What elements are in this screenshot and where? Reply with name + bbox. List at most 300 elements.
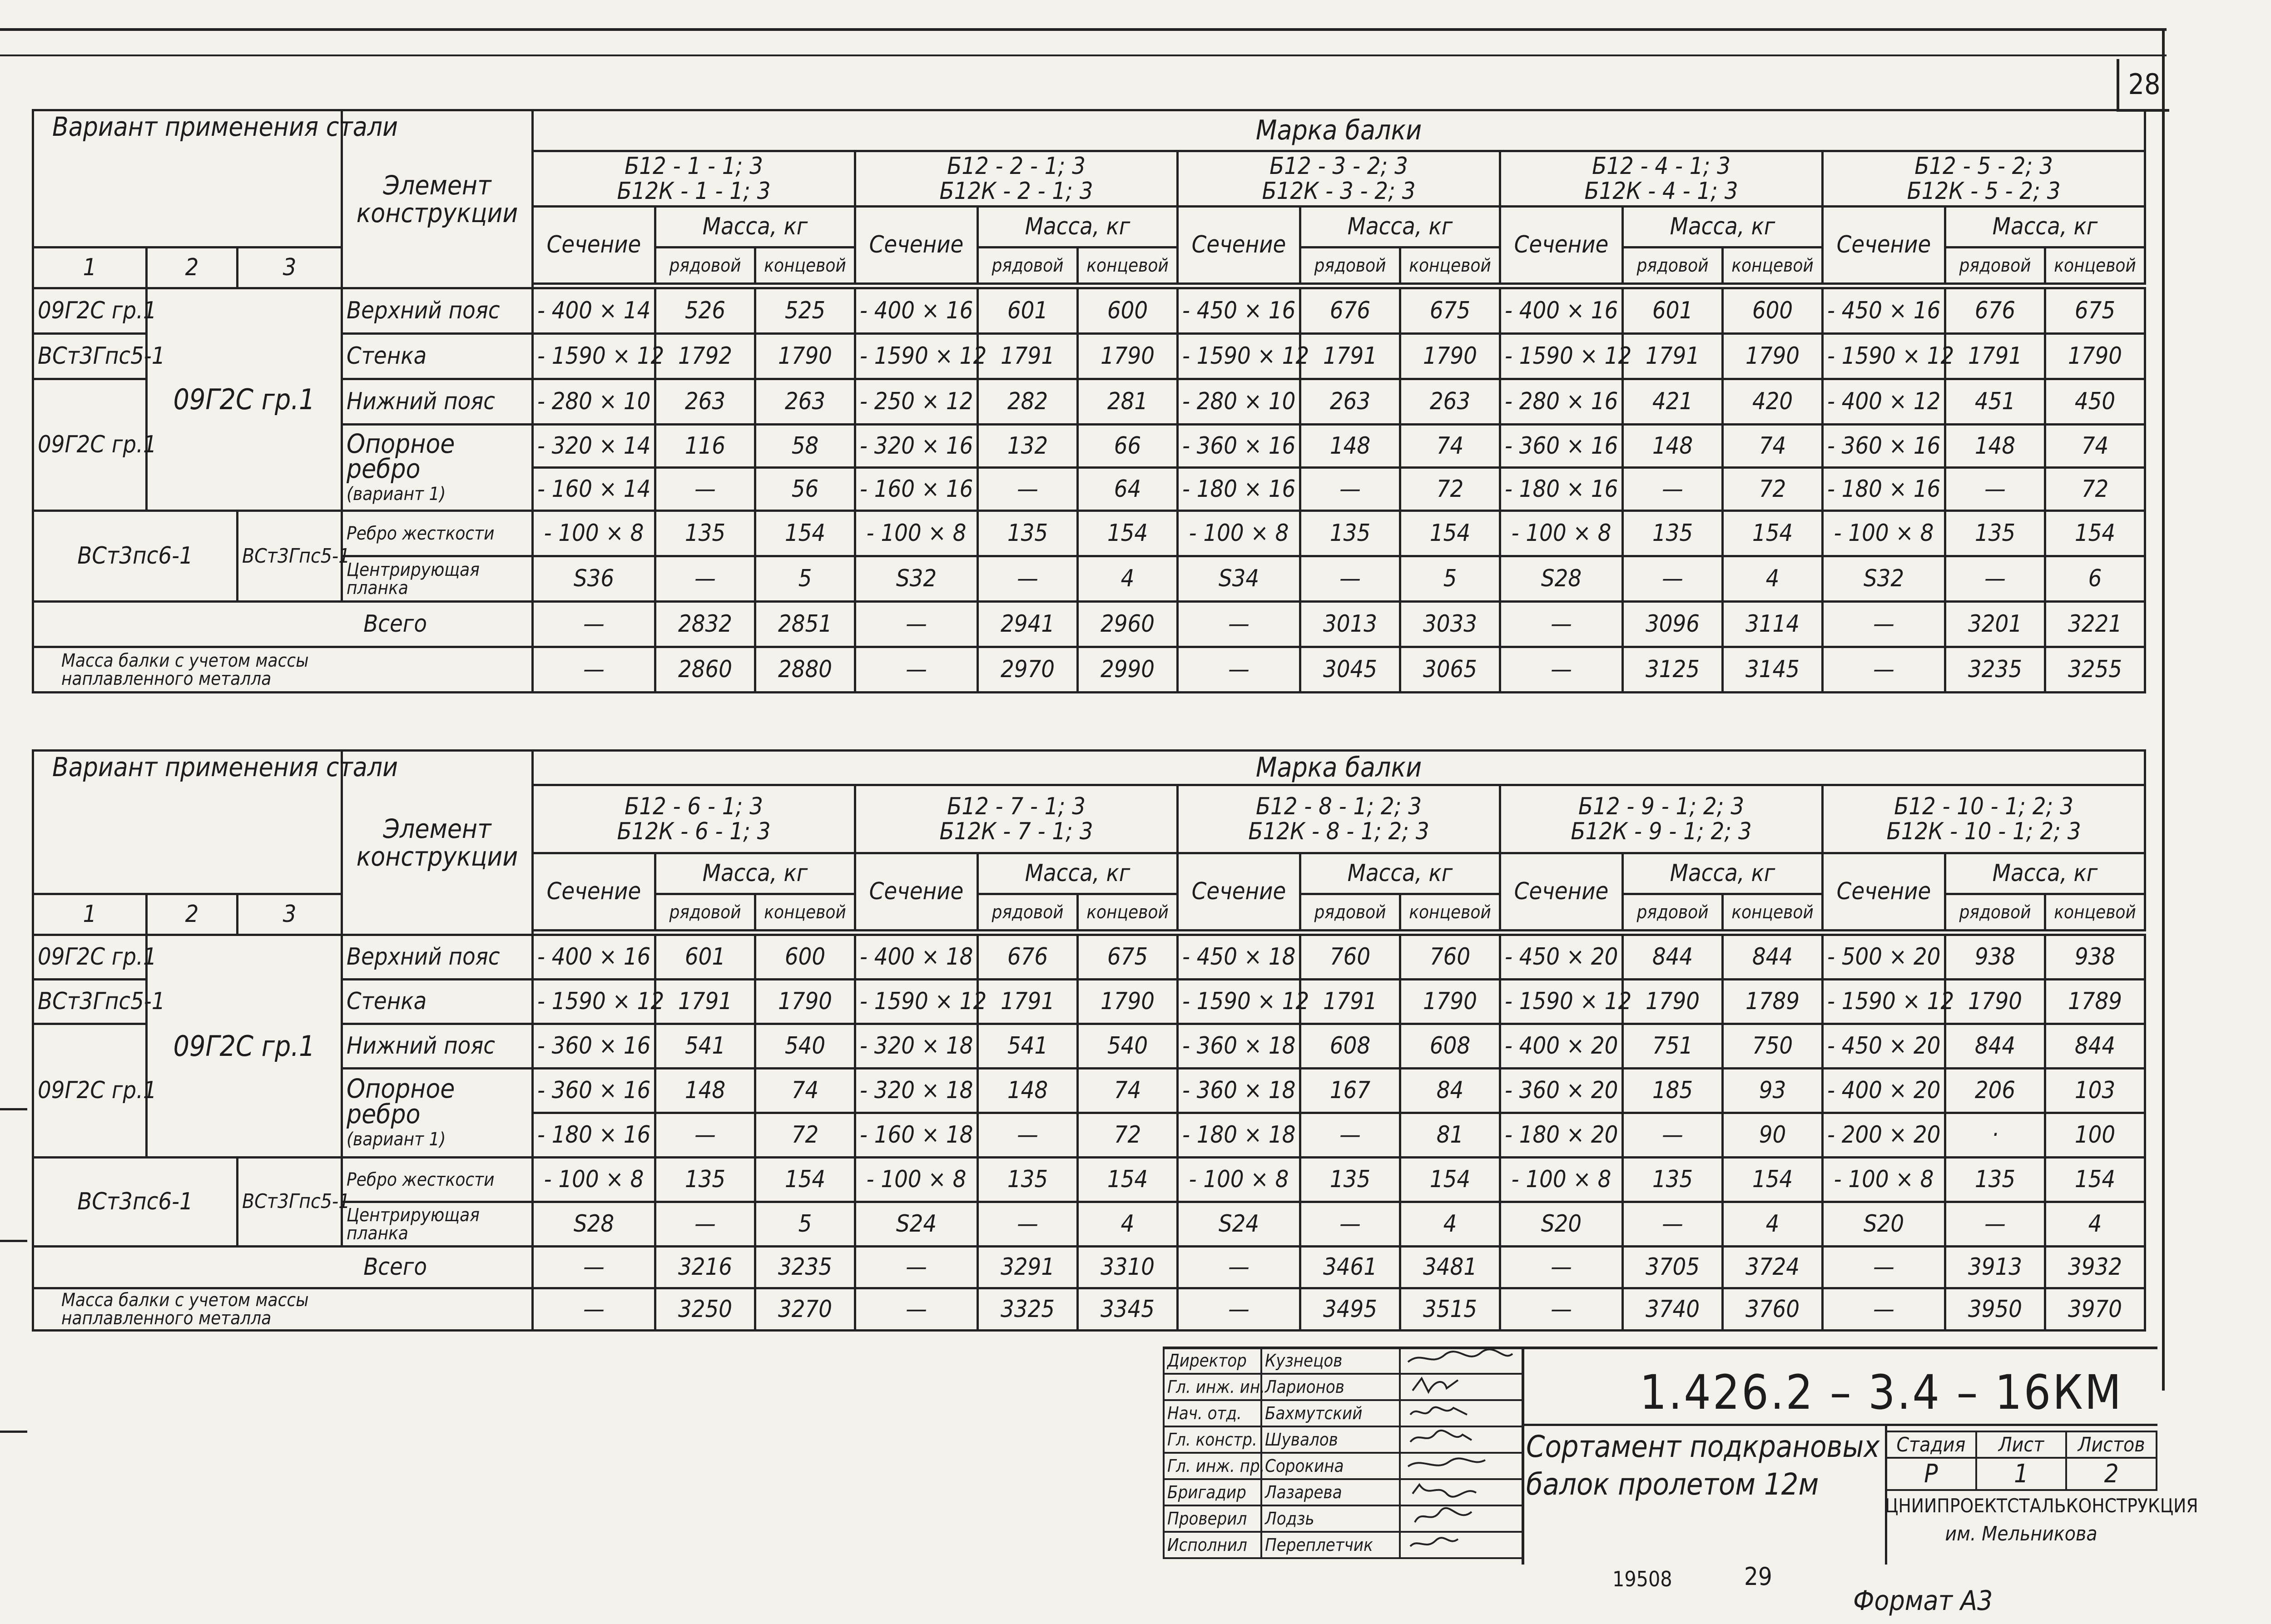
steel-cell: ВСт3Гпс5-1 — [33, 334, 147, 379]
mass-cell: 2970 — [978, 647, 1078, 693]
weld-mass-label: Масса балки с учетом массы наплавленного металла — [33, 1288, 533, 1331]
section-cell: S24 — [1178, 1202, 1300, 1247]
mass-header: Масса, кг — [655, 853, 855, 894]
mass-header: Масса, кг — [1945, 207, 2145, 248]
stage-value: Р — [1886, 1458, 1976, 1490]
mass-cell: 74 — [1400, 425, 1500, 468]
end-mass-header: концевой — [1723, 894, 1823, 931]
mass-cell: 450 — [2045, 379, 2145, 425]
table-row — [33, 288, 2158, 334]
staff-table — [1163, 1347, 1523, 1559]
mass-cell: — — [1300, 1113, 1400, 1158]
mass-cell: 600 — [755, 935, 855, 980]
mass-cell: 3013 — [1300, 602, 1400, 647]
element-name: Верхний пояс — [342, 288, 533, 334]
mass-cell: 1790 — [1078, 334, 1178, 379]
variant-col-3: 3 — [238, 894, 342, 935]
mass-cell: 3950 — [1945, 1288, 2045, 1331]
weld-mass-label: Масса балки с учетом массы наплавленного металла — [33, 647, 533, 693]
staff-row — [1164, 1505, 1522, 1532]
mark-header: Марка балки — [533, 751, 2145, 785]
mass-cell: 601 — [978, 288, 1078, 334]
section-cell: - 400 × 12 — [1823, 379, 1945, 425]
mass-cell: 154 — [1400, 1158, 1500, 1202]
footer-number: 29 — [1744, 1562, 1772, 1591]
steel-cell: ВСт3Гпс5-1 — [33, 980, 147, 1024]
mass-cell: 4 — [1078, 556, 1178, 602]
section-cell: - 320 × 14 — [533, 425, 655, 468]
mass-cell: 5 — [755, 556, 855, 602]
mass-cell: 1791 — [978, 334, 1078, 379]
document-title: Сортамент подкрановых балок пролетом 12м — [1526, 1429, 1880, 1502]
support-rib-variant: (вариант 1) — [347, 484, 446, 505]
section-cell: - 100 × 8 — [1823, 511, 1945, 556]
mass-cell: 148 — [1623, 425, 1723, 468]
mass-cell: 608 — [1300, 1024, 1400, 1069]
section-cell: — — [1178, 602, 1300, 647]
mass-cell: 675 — [1400, 288, 1500, 334]
end-mass-header: концевой — [1723, 248, 1823, 284]
row-mass-header: рядовой — [1945, 894, 2045, 931]
mass-cell: 72 — [1400, 468, 1500, 511]
row-mass-header: рядовой — [655, 894, 755, 931]
section-cell: — — [1823, 602, 1945, 647]
staff-name: Сорокина — [1261, 1453, 1400, 1479]
steel-cell: 09Г2С гр.1 — [33, 935, 147, 980]
mass-cell: 154 — [1400, 511, 1500, 556]
table-row — [33, 602, 2158, 647]
beam-mark: Б12 - 1 - 1; 3 Б12К - 1 - 1; 3 — [533, 151, 855, 207]
mass-cell: 3705 — [1623, 1247, 1723, 1288]
mass-cell: 167 — [1300, 1069, 1400, 1113]
section-cell: - 1590 × 12 — [1500, 980, 1623, 1024]
mass-cell: 676 — [978, 935, 1078, 980]
mass-cell: 154 — [1723, 511, 1823, 556]
steel-cell: 09Г2С гр.1 — [147, 935, 342, 1158]
staff-row — [1164, 1374, 1522, 1400]
mass-cell: 263 — [1300, 379, 1400, 425]
signature — [1400, 1505, 1522, 1532]
row-mass-header: рядовой — [978, 248, 1078, 284]
mass-cell: 1790 — [1623, 980, 1723, 1024]
sheets-value: 2 — [2066, 1458, 2157, 1490]
mass-cell: 750 — [1723, 1024, 1823, 1069]
mass-cell: 103 — [2045, 1069, 2145, 1113]
staff-role: Директор — [1164, 1347, 1261, 1374]
steel-cell: ВСт3пс6-1 — [33, 511, 238, 602]
mass-cell: 541 — [655, 1024, 755, 1069]
row-mass-header: рядовой — [1300, 894, 1400, 931]
mass-cell: 3495 — [1300, 1288, 1400, 1331]
element-name — [342, 425, 533, 511]
mass-cell: 1791 — [1300, 980, 1400, 1024]
mass-cell: 540 — [1078, 1024, 1178, 1069]
section-cell: S28 — [1500, 556, 1623, 602]
mass-cell: 154 — [2045, 1158, 2145, 1202]
support-rib-variant: (вариант 1) — [347, 1129, 446, 1150]
section-cell: - 450 × 20 — [1823, 1024, 1945, 1069]
mass-cell: 263 — [655, 379, 755, 425]
variant-header: Вариант применения стали — [33, 751, 342, 894]
mass-cell: 2990 — [1078, 647, 1178, 693]
steel-cell: 09Г2С гр.1 — [33, 288, 147, 334]
mass-cell: 601 — [1623, 288, 1723, 334]
mass-cell: 154 — [1723, 1158, 1823, 1202]
end-mass-header: концевой — [2045, 248, 2145, 284]
element-name: Нижний пояс — [342, 379, 533, 425]
section-cell: - 180 × 18 — [1178, 1113, 1300, 1158]
mass-cell: 72 — [755, 1113, 855, 1158]
element-name: Нижний пояс — [342, 1024, 533, 1069]
element-name: Центрирующая планка — [342, 556, 533, 602]
section-cell: — — [1178, 647, 1300, 693]
section-cell: - 320 × 18 — [855, 1069, 978, 1113]
steel-cell: 09Г2С гр.1 — [33, 1024, 147, 1158]
section-cell: — — [855, 1247, 978, 1288]
section-cell: - 180 × 16 — [1823, 468, 1945, 511]
mass-cell: 3065 — [1400, 647, 1500, 693]
end-mass-header: концевой — [755, 248, 855, 284]
staff-row — [1164, 1426, 1522, 1453]
mass-cell: 844 — [1623, 935, 1723, 980]
mass-cell: 90 — [1723, 1113, 1823, 1158]
section-cell: — — [1178, 1288, 1300, 1331]
staff-role: Нач. отд. — [1164, 1400, 1261, 1426]
staff-row — [1164, 1532, 1522, 1558]
row-mass-header: рядовой — [1945, 248, 2045, 284]
mass-cell: 4 — [2045, 1202, 2145, 1247]
section-cell: - 180 × 16 — [1500, 468, 1623, 511]
section-cell: — — [533, 602, 655, 647]
end-mass-header: концевой — [1400, 894, 1500, 931]
mass-cell: 3310 — [1078, 1247, 1178, 1288]
mass-cell: 1790 — [1400, 980, 1500, 1024]
table-row — [33, 1024, 2158, 1069]
section-header: Сечение — [533, 207, 655, 284]
section-cell: - 400 × 16 — [1500, 288, 1623, 334]
mass-cell: 3235 — [1945, 647, 2045, 693]
section-header: Сечение — [1178, 207, 1300, 284]
mass-cell: — — [978, 1113, 1078, 1158]
mass-cell: 1790 — [2045, 334, 2145, 379]
section-cell: - 250 × 12 — [855, 379, 978, 425]
mass-cell: 675 — [1078, 935, 1178, 980]
mass-cell: 3932 — [2045, 1247, 2145, 1288]
section-header: Сечение — [1500, 853, 1623, 931]
mass-cell: 540 — [755, 1024, 855, 1069]
signature — [1400, 1400, 1522, 1426]
mass-cell: 116 — [655, 425, 755, 468]
section-cell: — — [1823, 1288, 1945, 1331]
sheets-header: Листов — [2066, 1431, 2157, 1458]
title-block — [1163, 1347, 2198, 1565]
section-header: Сечение — [1823, 853, 1945, 931]
section-cell: S28 — [533, 1202, 655, 1247]
mass-cell: 760 — [1400, 935, 1500, 980]
mass-cell: 421 — [1623, 379, 1723, 425]
steel-cell: 09Г2С гр.1 — [147, 288, 342, 511]
mass-cell: 74 — [755, 1069, 855, 1113]
mass-cell: 3461 — [1300, 1247, 1400, 1288]
section-cell: S36 — [533, 556, 655, 602]
section-cell: — — [533, 647, 655, 693]
staff-role: Исполнил — [1164, 1532, 1261, 1558]
mass-cell: 1789 — [2045, 980, 2145, 1024]
section-cell: - 360 × 18 — [1178, 1024, 1300, 1069]
mass-cell: 154 — [1078, 511, 1178, 556]
staff-name: Ларионов — [1261, 1374, 1400, 1400]
mass-cell: 4 — [1723, 1202, 1823, 1247]
section-cell: - 320 × 16 — [855, 425, 978, 468]
mass-cell: — — [1945, 556, 2045, 602]
table-row — [33, 425, 2158, 468]
section-cell: - 160 × 16 — [855, 468, 978, 511]
section-cell: — — [855, 647, 978, 693]
paper-format: Формат А3 — [1853, 1585, 1993, 1617]
mass-cell: 74 — [1723, 425, 1823, 468]
mass-cell: 148 — [1300, 425, 1400, 468]
mass-cell: 3325 — [978, 1288, 1078, 1331]
mass-cell: 2860 — [655, 647, 755, 693]
signature — [1400, 1347, 1522, 1374]
section-cell: — — [855, 1288, 978, 1331]
mass-cell: 263 — [1400, 379, 1500, 425]
mass-cell: 3345 — [1078, 1288, 1178, 1331]
mass-cell: 282 — [978, 379, 1078, 425]
section-cell: - 100 × 8 — [533, 511, 655, 556]
section-cell: - 360 × 16 — [1178, 425, 1300, 468]
mass-cell: 675 — [2045, 288, 2145, 334]
mass-cell: 135 — [978, 511, 1078, 556]
mass-cell: 3235 — [755, 1247, 855, 1288]
signature — [1400, 1426, 1522, 1453]
mass-cell: 3033 — [1400, 602, 1500, 647]
section-cell: - 400 × 14 — [533, 288, 655, 334]
mass-cell: — — [1945, 1202, 2045, 1247]
section-cell: — — [1823, 647, 1945, 693]
row-mass-header: рядовой — [1623, 248, 1723, 284]
signature — [1400, 1532, 1522, 1558]
mass-cell: 154 — [1078, 1158, 1178, 1202]
mass-header: Масса, кг — [1623, 853, 1823, 894]
section-cell: - 100 × 8 — [1178, 511, 1300, 556]
sheet-header: Лист — [1976, 1431, 2067, 1458]
mass-cell: 601 — [655, 935, 755, 980]
section-cell: - 360 × 16 — [1823, 425, 1945, 468]
variant-col-2: 2 — [147, 248, 238, 288]
mass-cell: 3216 — [655, 1247, 755, 1288]
mass-cell: 1791 — [655, 980, 755, 1024]
mass-cell: — — [655, 1113, 755, 1158]
section-cell: - 450 × 16 — [1823, 288, 1945, 334]
mass-cell: — — [655, 1202, 755, 1247]
table-row — [33, 1069, 2158, 1113]
mass-header: Масса, кг — [1300, 853, 1500, 894]
mass-cell: 4 — [1400, 1202, 1500, 1247]
mass-cell: 56 — [755, 468, 855, 511]
mass-cell: · — [1945, 1113, 2045, 1158]
section-cell: S20 — [1823, 1202, 1945, 1247]
mass-cell: 135 — [1945, 511, 2045, 556]
stage-header: Стадия — [1886, 1431, 1976, 1458]
mass-cell: 2960 — [1078, 602, 1178, 647]
mass-cell: — — [1300, 468, 1400, 511]
mass-cell: 3201 — [1945, 602, 2045, 647]
mass-cell: 72 — [1723, 468, 1823, 511]
mass-cell: 3481 — [1400, 1247, 1500, 1288]
section-cell: - 360 × 18 — [1178, 1069, 1300, 1113]
margin-tick — [0, 1240, 27, 1242]
steel-cell: ВСт3пс6-1 — [33, 1158, 238, 1247]
element-name: Ребро жесткости — [342, 511, 533, 556]
beam-mark: Б12 - 5 - 2; 3 Б12К - 5 - 2; 3 — [1823, 151, 2145, 207]
mass-cell: 3221 — [2045, 602, 2145, 647]
mass-cell: 74 — [2045, 425, 2145, 468]
mass-cell: 3125 — [1623, 647, 1723, 693]
mass-cell: 2880 — [755, 647, 855, 693]
mass-cell: 1790 — [1945, 980, 2045, 1024]
table-row — [33, 379, 2158, 425]
table-row — [33, 511, 2158, 556]
section-cell: — — [1500, 602, 1623, 647]
mass-cell: — — [1300, 556, 1400, 602]
mass-cell: 3145 — [1723, 647, 1823, 693]
mass-cell: 600 — [1078, 288, 1178, 334]
mass-cell: 938 — [2045, 935, 2145, 980]
beam-mark: Б12 - 9 - 1; 2; 3 Б12К - 9 - 1; 2; 3 — [1500, 785, 1823, 853]
end-mass-header: концевой — [1078, 894, 1178, 931]
mass-cell: — — [978, 1202, 1078, 1247]
mass-cell: 1792 — [655, 334, 755, 379]
signature — [1400, 1479, 1522, 1505]
mass-cell: 3255 — [2045, 647, 2145, 693]
element-name: Стенка — [342, 980, 533, 1024]
section-cell: - 1590 × 12 — [1500, 334, 1623, 379]
staff-role: Гл. констр. — [1164, 1426, 1261, 1453]
section-cell: - 1590 × 12 — [1823, 334, 1945, 379]
mass-cell: 1791 — [1623, 334, 1723, 379]
section-cell: - 360 × 16 — [533, 1069, 655, 1113]
mass-header: Масса, кг — [1623, 207, 1823, 248]
section-cell: S32 — [855, 556, 978, 602]
section-cell: - 450 × 18 — [1178, 935, 1300, 980]
signature — [1400, 1453, 1522, 1479]
mass-header: Масса, кг — [978, 853, 1178, 894]
mass-cell: 676 — [1300, 288, 1400, 334]
staff-role: Гл. инж. пр. — [1164, 1453, 1261, 1479]
beam-mark: Б12 - 8 - 1; 2; 3 Б12К - 8 - 1; 2; 3 — [1178, 785, 1500, 853]
mass-cell: 2851 — [755, 602, 855, 647]
mass-cell: 600 — [1723, 288, 1823, 334]
section-cell: - 100 × 8 — [855, 1158, 978, 1202]
section-cell: - 400 × 16 — [533, 935, 655, 980]
beam-mark: Б12 - 6 - 1; 3 Б12К - 6 - 1; 3 — [533, 785, 855, 853]
mass-cell: 1790 — [1400, 334, 1500, 379]
mass-cell: 154 — [755, 511, 855, 556]
mass-cell: 451 — [1945, 379, 2045, 425]
mass-cell: 135 — [655, 511, 755, 556]
staff-name: Лодзь — [1261, 1505, 1400, 1532]
steel-cell: ВСт3Гпс5-1 — [238, 511, 342, 602]
mass-header: Масса, кг — [1300, 207, 1500, 248]
total-label: Всего — [33, 1247, 533, 1288]
mass-cell: — — [978, 556, 1078, 602]
organization — [1885, 1492, 2198, 1548]
mass-cell: 608 — [1400, 1024, 1500, 1069]
mass-cell: 72 — [1078, 1113, 1178, 1158]
staff-row — [1164, 1347, 1522, 1374]
right-frame-line — [2162, 28, 2165, 1391]
row-mass-header: рядовой — [1623, 894, 1723, 931]
mass-cell: 132 — [978, 425, 1078, 468]
mass-cell: 2941 — [978, 602, 1078, 647]
table-row — [33, 935, 2158, 980]
section-cell: — — [1500, 1288, 1623, 1331]
section-cell: S20 — [1500, 1202, 1623, 1247]
section-cell: - 100 × 8 — [1500, 511, 1623, 556]
section-cell: — — [1178, 1247, 1300, 1288]
title-block-mid-line — [1522, 1424, 2157, 1426]
sheet-value: 1 — [1976, 1458, 2067, 1490]
margin-tick — [0, 1431, 27, 1433]
mass-cell: 3724 — [1723, 1247, 1823, 1288]
mass-cell: 148 — [978, 1069, 1078, 1113]
mass-header: Масса, кг — [1945, 853, 2145, 894]
element-header: Элемент конструкции — [342, 110, 533, 288]
section-cell: - 360 × 20 — [1500, 1069, 1623, 1113]
document-code: 1.426.2 – 3.4 – 16КМ — [1640, 1365, 2123, 1420]
mass-cell: 3291 — [978, 1247, 1078, 1288]
section-cell: - 1590 × 12 — [1178, 980, 1300, 1024]
mass-cell: 135 — [1623, 1158, 1723, 1202]
row-mass-header: рядовой — [978, 894, 1078, 931]
table-row — [33, 334, 2158, 379]
mass-cell: 938 — [1945, 935, 2045, 980]
end-mass-header: концевой — [755, 894, 855, 931]
section-cell: S24 — [855, 1202, 978, 1247]
element-name: Ребро жесткости — [342, 1158, 533, 1202]
variant-col-3: 3 — [238, 248, 342, 288]
mass-cell: 844 — [1945, 1024, 2045, 1069]
mass-cell: 154 — [2045, 511, 2145, 556]
support-rib-label: Опорное ребро — [347, 1073, 455, 1129]
total-label: Всего — [33, 602, 533, 647]
mass-cell: — — [1300, 1202, 1400, 1247]
beam-mark: Б12 - 2 - 1; 3 Б12К - 2 - 1; 3 — [855, 151, 1178, 207]
end-mass-header: концевой — [1400, 248, 1500, 284]
row-mass-header: рядовой — [655, 248, 755, 284]
section-cell: - 180 × 16 — [533, 1113, 655, 1158]
mass-cell: 81 — [1400, 1113, 1500, 1158]
signature — [1400, 1374, 1522, 1400]
mass-cell: 1790 — [1078, 980, 1178, 1024]
section-cell: - 400 × 20 — [1823, 1069, 1945, 1113]
section-cell: - 100 × 8 — [1500, 1158, 1623, 1202]
section-cell: - 1590 × 12 — [1178, 334, 1300, 379]
beam-mark: Б12 - 3 - 2; 3 Б12К - 3 - 2; 3 — [1178, 151, 1500, 207]
mass-cell: — — [655, 468, 755, 511]
mass-cell: 64 — [1078, 468, 1178, 511]
section-cell: - 1590 × 12 — [1823, 980, 1945, 1024]
mass-cell: 1791 — [1300, 334, 1400, 379]
section-header: Сечение — [1500, 207, 1623, 284]
mass-cell: — — [1623, 556, 1723, 602]
section-cell: - 200 × 20 — [1823, 1113, 1945, 1158]
section-cell: - 280 × 16 — [1500, 379, 1623, 425]
mass-cell: 135 — [1300, 1158, 1400, 1202]
section-cell: - 100 × 8 — [1823, 1158, 1945, 1202]
mass-cell: — — [978, 468, 1078, 511]
